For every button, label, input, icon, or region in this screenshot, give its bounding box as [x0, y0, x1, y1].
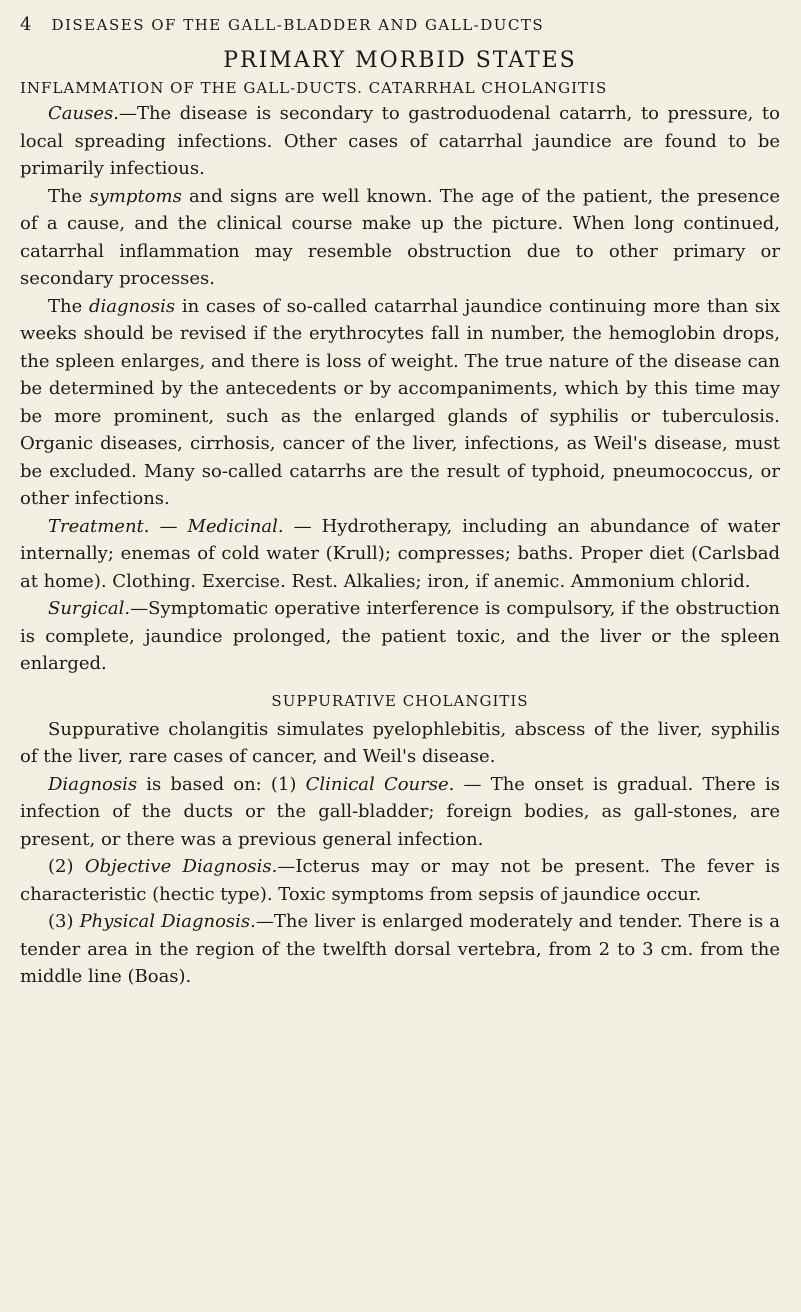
- objective-number: (2): [48, 856, 85, 877]
- symptoms-text: and signs are well known. The age of the patient, the presence of a cause, and the clinical course make up the picture. When long continued, catarrhal inflammation may resemble obstruction due to other primary or secondary processes.: [20, 185, 780, 289]
- paragraph-clinical-course: [20, 771, 780, 854]
- surgical-text: —Symptomatic operative interference is compulsory, if the obstruction is complete, jaundice prolonged, the patient toxic, and the liver or the spleen enlarged.: [20, 598, 780, 674]
- surgical-label: Surgical.: [48, 598, 131, 619]
- objective-label: Objective Diagnosis.: [84, 856, 278, 877]
- treatment-label: Treatment.: [48, 515, 150, 537]
- diagnosis-pre: The: [48, 295, 89, 317]
- paragraph-symptoms: [20, 183, 780, 293]
- paragraph-surgical: [20, 595, 780, 678]
- paragraph-diagnosis: [20, 293, 780, 513]
- paragraph-suppurative-intro: Suppurative cholangitis simulates pyelophlebitis, abscess of the liver, syphilis of the liver, rare cases of cancer, and Weil's disease.: [20, 718, 780, 767]
- symptoms-label: symptoms: [89, 185, 182, 207]
- physical-label: Physical Diagnosis.: [79, 911, 256, 932]
- section-title: PRIMARY MORBID STATES: [223, 48, 577, 73]
- physical-text: —The liver is enlarged moderately and tender. There is a tender area in the region of the twelfth dorsal vertebra, from 2 to 3 cm. from the middle line (Boas).: [20, 911, 780, 987]
- clinical-course-label: Clinical Course.: [305, 773, 455, 795]
- medicinal-label: Medicinal.: [187, 515, 284, 537]
- paragraph-physical-diagnosis: [20, 908, 780, 991]
- diagnosis-text: in cases of so-called catarrhal jaundice continuing more than six weeks should be revised if the erythrocytes fall in number, the hemoglobin drops, the spleen enlarges, and there is loss of weight. The true nature of the disease can be determined by the antecedents or by accompaniments, which by this time may be more prominent, such as the enlarged glands of syphilis or tuberculosis. Organic diseases, cirrhosis, cancer of the liver, infections, as Weil's disease, must be excluded. Many so-called catarrhs are the result of typhoid, pneumococcus, or other infections.: [20, 295, 780, 509]
- page-number: 4: [20, 14, 32, 35]
- causes-text: —The disease is secondary to gastroduodenal catarrh, to pressure, to local spreading infections. Other cases of catarrhal jaundice are found to be primarily infectious.: [20, 103, 780, 179]
- diagnosis2-mid: is based on: (1): [137, 773, 306, 795]
- paragraph-treatment: [20, 513, 780, 596]
- diagnosis2-label: Diagnosis: [48, 773, 138, 795]
- book-page: [20, 14, 780, 991]
- physical-number: (3): [48, 911, 80, 932]
- paragraph-causes: [20, 100, 780, 183]
- subsection-heading-catarrhal: INFLAMMATION OF THE GALL-DUCTS. CATARRHAL CHOLANGITIS: [20, 79, 608, 97]
- clinical-course-text: — The onset is gradual. There is infection of the ducts or the gall-bladder; foreign bodies, as gall-stones, are present, or there was a previous general infection.: [20, 773, 780, 850]
- symptoms-pre: The: [48, 185, 90, 207]
- running-title: DISEASES OF THE GALL-BLADDER AND GALL-DUCTS: [51, 16, 545, 34]
- subsection-heading-suppurative: SUPPURATIVE CHOLANGITIS: [271, 691, 529, 710]
- diagnosis-label: diagnosis: [88, 295, 176, 317]
- running-header: [20, 14, 780, 40]
- paragraph-objective-diagnosis: [20, 853, 780, 908]
- medicinal-text: — Hydrotherapy, including an abundance of water internally; enemas of cold water (Krull); compresses; baths. Proper diet (Carlsbad at home). Clothing. Exercise. Rest. Alkalies; iron, if anemic. Ammonium chlorid.: [20, 515, 780, 592]
- causes-label: Causes.: [48, 103, 119, 124]
- treatment-dash: —: [149, 515, 188, 537]
- objective-text: —Icterus may or may not be present. The fever is characteristic (hectic type). Toxic symptoms from sepsis of jaundice occur.: [20, 856, 781, 905]
